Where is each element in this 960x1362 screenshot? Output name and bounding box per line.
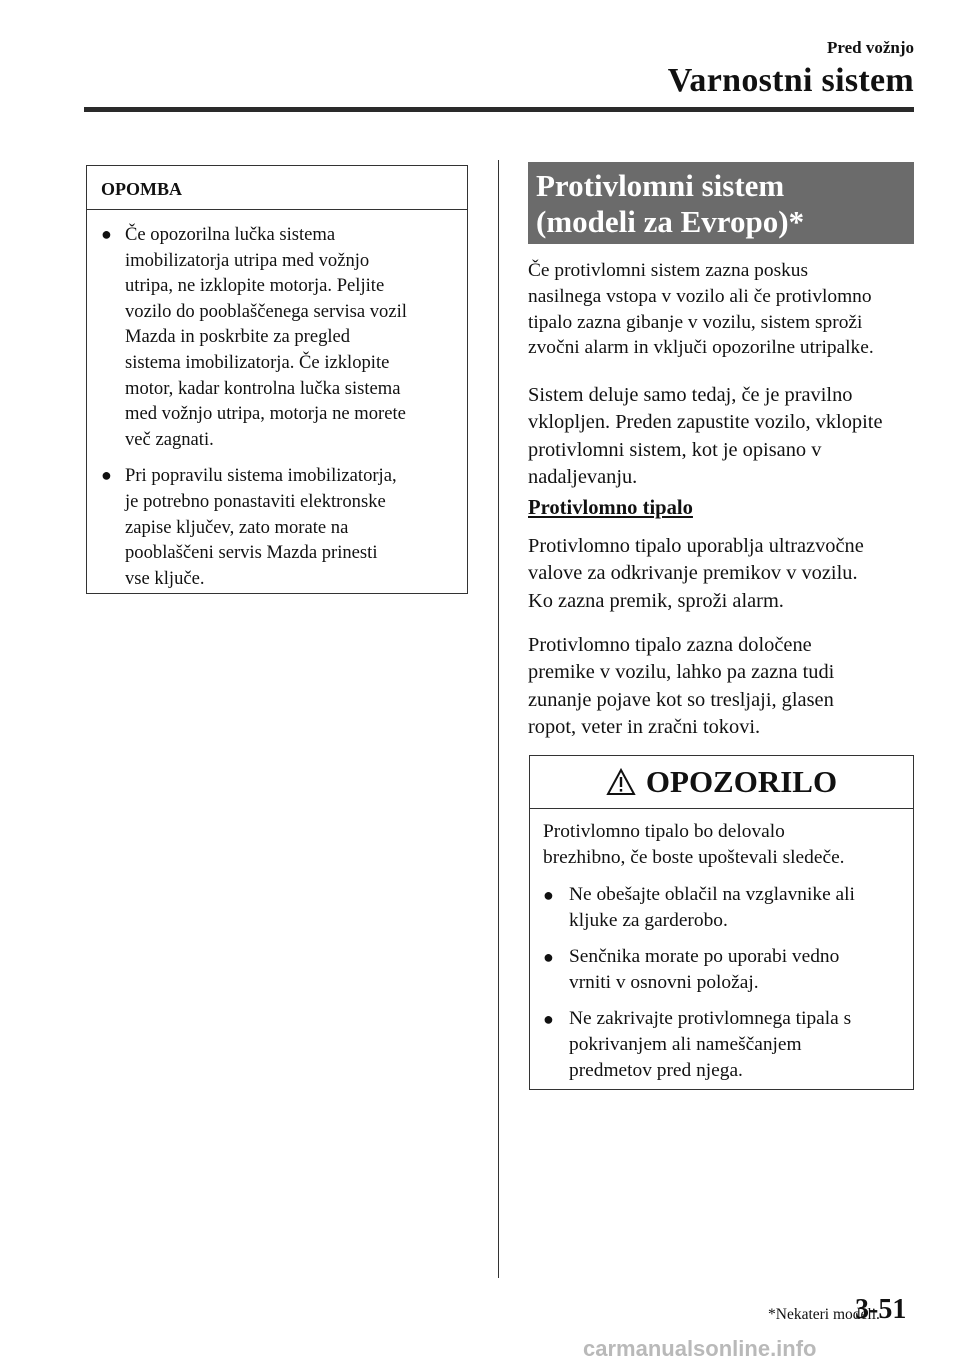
paragraph-sensor: Protivlomno tipalo uporablja ultrazvočne valove za odkrivanje premikov v vozilu. Ko zazna premik, sproži alarm. — [528, 535, 864, 612]
note-list — [87, 210, 467, 591]
page-number: 3-51 — [855, 1294, 907, 1325]
watermark: carmanualsonline.info — [583, 1336, 817, 1361]
warning-box — [529, 755, 914, 1090]
bullet-icon: ● — [543, 884, 554, 905]
bullet-icon: ● — [101, 224, 112, 244]
paragraph-activation: Sistem deluje samo tedaj, če je pravilno vklopljen. Preden zapustite vozilo, vklopite protivlomni sistem, kot je opisano v nadaljevanju. — [528, 384, 883, 489]
note-item: ● Če opozorilna lučka sistema imobilizatorja utripa med vožnjo utripa, ne izklopite motorja. Peljite vozilo do pooblaščenega servisa vozil Mazda in poskrbite za pregled sistema imobilizatorja. Če izklopite motor, kadar kontrolna lučka sistema med vožnjo utripa, motorja ne morete več zagnati. — [101, 224, 407, 450]
footnote: *Nekateri modeli. — [768, 1306, 880, 1323]
section-title-line-2: (modeli za Evropo)* — [536, 204, 805, 239]
warning-intro: Protivlomno tipalo bo delovalo brezhibno, če boste upoštevali sledeče. — [543, 821, 845, 869]
paragraph-sensor-detection: Protivlomno tipalo zazna določene premike v vozilu, lahko pa zazna tudi zunanje pojave kot so tresljaji, glasen ropot, veter in zračni tokovi. — [528, 634, 835, 739]
section-heading — [528, 162, 914, 244]
subheading-sensor: Protivlomno tipalo — [528, 497, 693, 519]
warning-list — [543, 882, 901, 1084]
warning-heading-text: OPOZORILO — [645, 764, 838, 799]
page-title: Varnostni sistem — [667, 62, 914, 99]
note-heading: OPOMBA — [87, 166, 467, 210]
note-box — [86, 165, 468, 594]
warning-item: ● Senčnika morate po uporabi vedno vrniti v osnovni položaj. — [543, 945, 840, 993]
warning-triangle-icon — [606, 768, 636, 796]
section-title-line-1: Protivlomni sistem — [536, 168, 785, 203]
bullet-icon: ● — [543, 946, 554, 967]
warning-body — [530, 809, 913, 1084]
paragraph-intro: Če protivlomni sistem zazna poskus nasilnega vstopa v vozilo ali če protivlomno tipalo zazna gibanje v vozilu, sistem sproži zvočni alarm in vključi opozorilne utripalke. — [528, 260, 874, 359]
note-item: ● Pri popravilu sistema imobilizatorja, je potrebno ponastaviti elektronske zapise ključev, zato morate na pooblaščeni servis Mazda prinesti vse ključe. — [101, 465, 397, 589]
warning-heading — [530, 756, 913, 809]
warning-item: ● Ne zakrivajte protivlomnega tipala s pokrivanjem ali nameščanjem predmetov pred njega. — [543, 1007, 852, 1081]
header-section-label: Pred vožnjo — [826, 38, 914, 57]
header-rule — [84, 107, 914, 112]
bullet-icon: ● — [101, 465, 112, 486]
warning-item: ● Ne obešajte oblačil na vzglavnike ali kljuke za garderobo. — [543, 883, 855, 931]
bullet-icon: ● — [543, 1008, 554, 1029]
column-divider — [498, 160, 499, 1278]
